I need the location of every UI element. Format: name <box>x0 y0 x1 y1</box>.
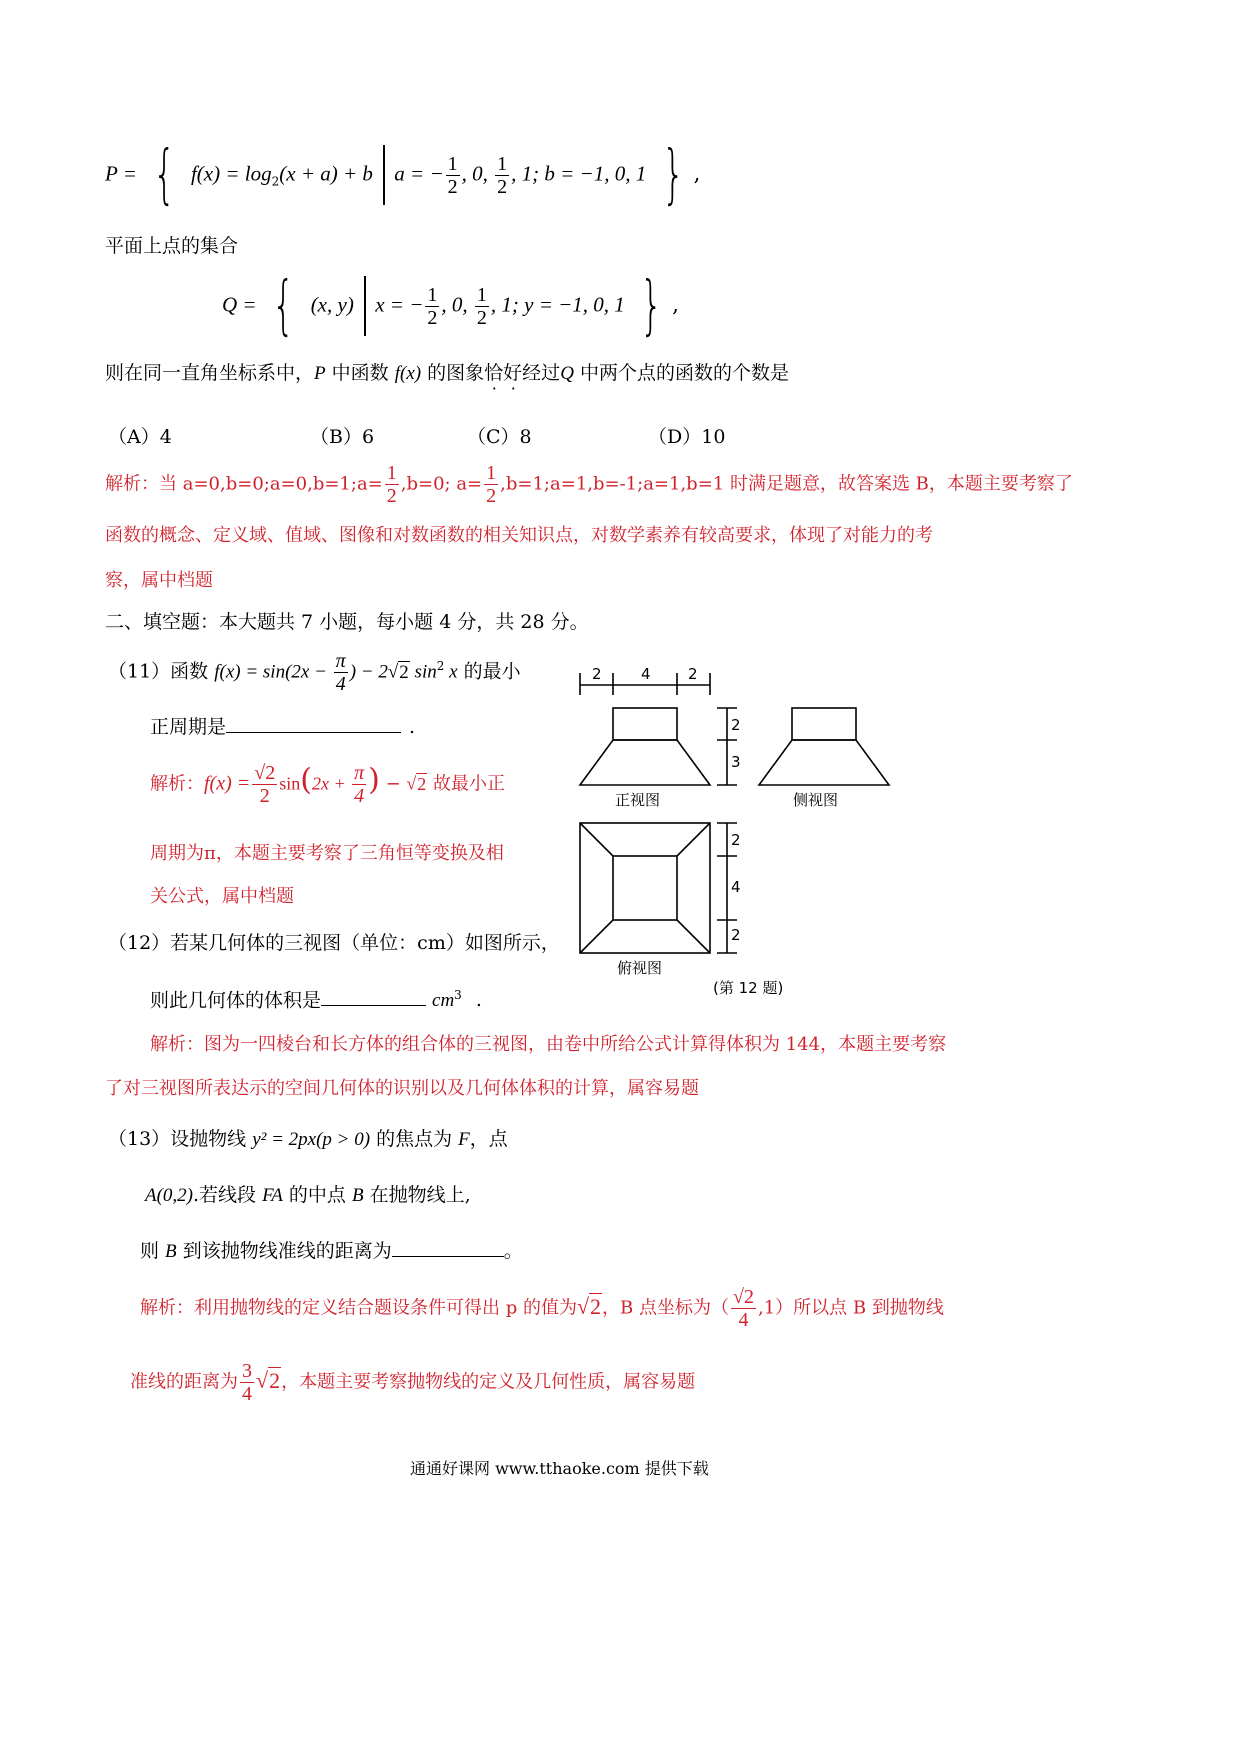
p-set-tail: , 1; b = −1, 0, 1 <box>511 161 647 186</box>
section-heading: 二、填空题：本大题共 7 小题，每小题 4 分，共 28 分。 <box>105 611 589 633</box>
option-d: （D）10 <box>648 426 726 448</box>
front-view-label: 正视图 <box>615 791 661 809</box>
q-set-mid: , 0, <box>441 292 473 317</box>
p-set-function: f(x) = log <box>190 161 272 186</box>
answer-blank[interactable] <box>226 712 401 733</box>
p-set-argument: (x + a) + b <box>279 161 373 186</box>
q12-solution-line1: 解析：图为一四棱台和长方体的组合体的三视图，由卷中所给公式计算得体积为 144，本题主要考察 <box>150 1034 947 1055</box>
dim-top-3: 2 <box>688 665 698 683</box>
dim-plan-2: 4 <box>731 878 741 896</box>
dim-plan-3: 2 <box>731 926 741 944</box>
p-set-lhs: P = <box>105 161 137 186</box>
q12-line2: 则此几何体的体积是 $cm^3$ . <box>150 982 482 1014</box>
sqrt2-over-2: $\frac{√2}{2}$ <box>254 762 276 807</box>
p-set-end: , <box>693 161 701 186</box>
q13-solution-line2: 准线的距离为 $\frac{3}{4}$ √2，本题主要考察抛物线的定义及几何性质，属容易题 <box>130 1360 696 1405</box>
q13-line3: 则 B 到该抛物线准线的距离为 。 <box>140 1236 523 1265</box>
q-intro: 平面上点的集合 <box>105 235 239 257</box>
three-quarters: $\frac{3}{4}$ <box>242 1360 252 1405</box>
plan-view-label: 俯视图 <box>617 959 663 977</box>
q12-question: （12）若某几何体的三视图（单位：cm）如图所示， <box>108 932 560 954</box>
option-c: （C）8 <box>467 426 532 448</box>
left-brace: { <box>152 138 176 212</box>
side-view-label: 侧视图 <box>793 791 839 809</box>
q-set-lhs: Q = <box>222 292 257 317</box>
q11-line2: 正周期是 . <box>150 712 415 740</box>
log-base: 2 <box>271 174 280 189</box>
p-set-condition: a = − <box>394 161 444 186</box>
half-fraction: $\frac{1}{2}$ <box>447 152 458 198</box>
q10-question: 则在同一直角坐标系中，P 中函数 f(x) 的图象恰好经过Q 中两个点的函数的个数是 <box>105 362 789 384</box>
q-set-end: , <box>672 292 679 317</box>
dim-front-2: 3 <box>731 753 741 771</box>
q-set-tail: , 1; y = −1, 0, 1 <box>490 292 625 317</box>
q11-solution-line2: 周期为π，本题主要考察了三角恒等变换及相 <box>150 843 504 864</box>
q-set-pair: (x, y) <box>310 292 354 317</box>
right-brace: } <box>640 269 664 343</box>
dim-top-2: 4 <box>641 665 651 683</box>
q10-solution-line2: 函数的概念、定义域、值域、图像和对数函数的相关知识点，对数学素养有较高要求，体现了对能力的考 <box>105 525 933 546</box>
p-set-mid: , 0, <box>461 161 494 186</box>
answer-blank[interactable] <box>392 1236 504 1257</box>
q13-question: （13）设抛物线 y² = 2px(p > 0) 的焦点为 F，点 <box>108 1128 508 1150</box>
half-fraction: $\frac{1}{2}$ <box>386 462 397 507</box>
half-fraction: $\frac{1}{2}$ <box>476 283 487 329</box>
right-brace: } <box>662 138 685 212</box>
q11-solution-line3: 关公式，属中档题 <box>150 886 294 907</box>
q10-solution-line1: 解析：当 a=0,b=0;a=0,b=1;a= $\frac{1}{2}$ ,b=0; a= $\frac{1}{2}$ ,b=1;a=1,b=-1;a=1,b=1 时满足题意，故答案选 B，本题主要考察了 <box>105 462 1073 507</box>
sqrt-2: √2 <box>256 1367 281 1393</box>
sqrt-2: √2 <box>387 661 409 683</box>
q11-question: （11）函数 f(x) = sin(2x − $\frac{\pi}{4}$ ) − 2√2 $\sin^2 x$ 的最小 <box>108 650 521 695</box>
page-footer: 通通好课网 www.tthaoke.com 提供下载 <box>410 1459 709 1478</box>
pi-over-4: $\frac{\pi}{4}$ <box>335 650 346 695</box>
dim-top-1: 2 <box>592 665 602 683</box>
p-set-definition <box>105 138 701 212</box>
sqrt-2: √2 <box>576 1293 602 1319</box>
half-fraction: $\frac{1}{2}$ <box>427 283 438 329</box>
figure-caption: (第 12 题) <box>713 979 784 997</box>
dim-plan-1: 2 <box>731 831 741 849</box>
dim-front-1: 2 <box>731 716 741 734</box>
left-brace: { <box>272 269 295 343</box>
half-fraction: $\frac{1}{2}$ <box>497 152 508 198</box>
q10-solution-line3: 察，属中档题 <box>105 570 213 591</box>
sqrt-2: √2 <box>406 773 427 794</box>
q-set-condition: x = − <box>375 292 424 317</box>
q11-solution-line1: 解析：f(x) = $\frac{√2}{2}$ sin(2x + $\frac{\pi}{4}$ ) − √2 故最小正 <box>150 762 506 807</box>
pi-over-4: $\frac{\pi}{4}$ <box>354 762 365 807</box>
answer-blank[interactable] <box>321 985 426 1006</box>
q13-solution-line1: 解析：利用抛物线的定义结合题设条件可得出 p 的值为√2，B 点坐标为（ $\frac{√2}{4}$ ,1）所以点 B 到抛物线 <box>140 1286 944 1331</box>
three-view-figure <box>565 655 905 1005</box>
option-a: （A）4 <box>108 426 172 448</box>
q13-line2: A(0,2).若线段 FA 的中点 B 在抛物线上, <box>145 1184 471 1206</box>
set-divider <box>364 276 366 336</box>
half-fraction: $\frac{1}{2}$ <box>486 462 497 507</box>
q-set-definition <box>222 269 679 343</box>
option-b: （B）6 <box>310 426 375 448</box>
sqrt2-over-4: $\frac{√2}{4}$ <box>733 1286 754 1331</box>
set-divider <box>383 145 385 205</box>
q12-solution-line2: 了对三视图所表达示的空间几何体的识别以及几何体体积的计算，属容易题 <box>105 1078 699 1099</box>
